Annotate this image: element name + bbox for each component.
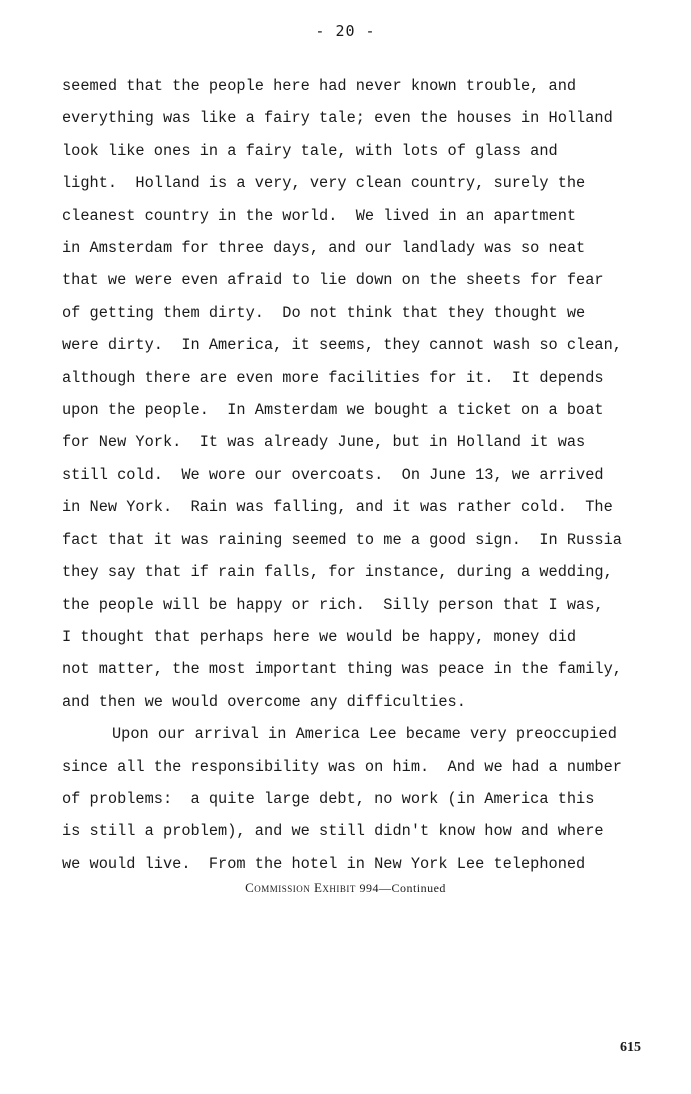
exhibit-continued: —Continued [378, 881, 446, 895]
text-line: cleanest country in the world. We lived in an apartment [62, 206, 577, 225]
text-line: were dirty. In America, it seems, they cannot wash so clean, [62, 336, 622, 355]
text-line: since all the responsibility was on him. And we had a number [62, 757, 622, 776]
text-line: in New York. Rain was falling, and it was rather cold. The [62, 498, 613, 517]
text-line: and then we would overcome any difficulties. [62, 692, 466, 711]
text-line: the people will be happy or rich. Silly person that I was, [62, 595, 604, 614]
text-line: in Amsterdam for three days, and our landlady was so neat [62, 239, 586, 258]
text-line: upon the people. In Amsterdam we bought a ticket on a boat [62, 401, 604, 420]
exhibit-caption [0, 880, 691, 896]
text-line: still cold. We wore our overcoats. On June 13, we arrived [62, 465, 604, 484]
typed-page-body [62, 70, 662, 880]
text-line: fact that it was raining seemed to me a good sign. In Russia [62, 530, 622, 549]
text-line: of problems: a quite large debt, no work (in America this [62, 789, 595, 808]
exhibit-label: Commission Exhibit [245, 880, 356, 895]
text-line: we would live. From the hotel in New York Lee telephoned [62, 854, 586, 873]
page-number: 615 [620, 1040, 641, 1055]
page-marker: - 20 - [315, 22, 376, 40]
text-line: not matter, the most important thing was peace in the family, [62, 660, 622, 679]
text-line: they say that if rain falls, for instance, during a wedding, [62, 563, 613, 582]
exhibit-number: 994 [359, 881, 379, 895]
paragraph-first-line: Upon our arrival in America Lee became very preoccupied [112, 725, 617, 744]
text-line: I thought that perhaps here we would be happy, money did [62, 627, 577, 646]
text-line: for New York. It was already June, but in Holland it was [62, 433, 586, 452]
text-line: look like ones in a fairy tale, with lots of glass and [62, 141, 558, 160]
text-line: is still a problem), and we still didn't know how and where [62, 822, 604, 841]
text-line: seemed that the people here had never known trouble, and [62, 77, 577, 95]
text-line: of getting them dirty. Do not think that they thought we [62, 303, 586, 322]
text-line: although there are even more facilities for it. It depends [62, 368, 604, 387]
text-line: that we were even afraid to lie down on the sheets for fear [62, 271, 604, 290]
text-line: everything was like a fairy tale; even the houses in Holland [62, 109, 613, 128]
text-line: light. Holland is a very, very clean country, surely the [62, 174, 586, 193]
